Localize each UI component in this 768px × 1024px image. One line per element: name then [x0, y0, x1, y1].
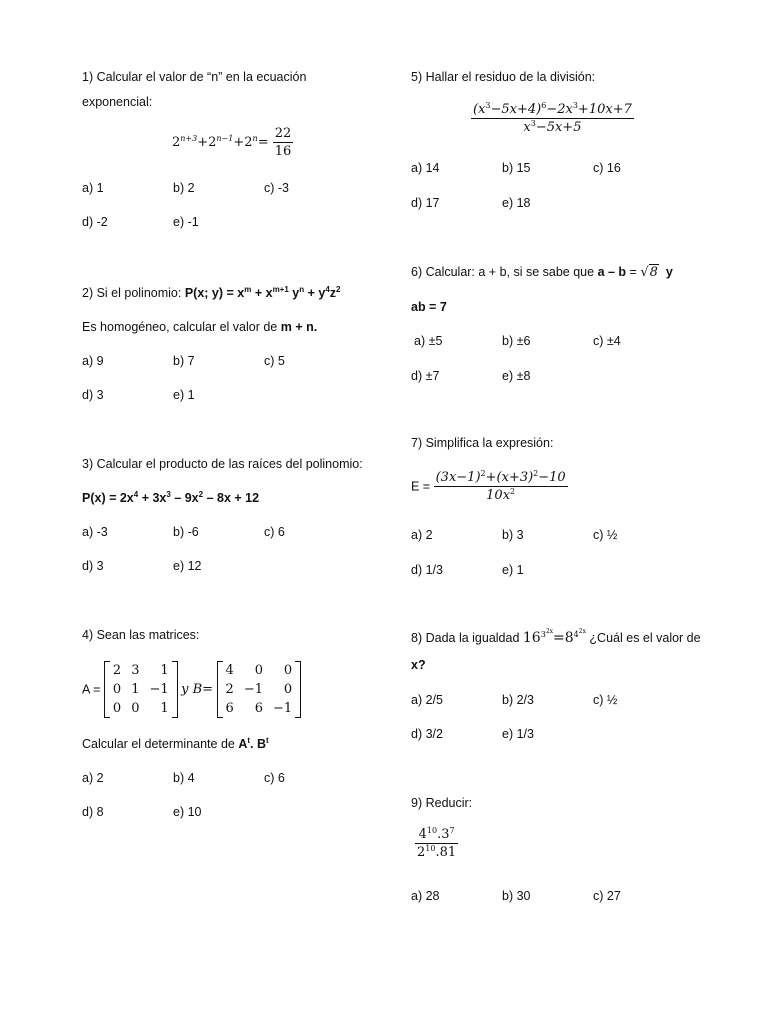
matrix-a-cell: 1 — [160, 701, 169, 716]
matrix-a-cell: 1 — [131, 682, 140, 697]
question-5-fraction: $\frac{(x^3-5x+4)^6-2x^3+10x+7}{x^3-5x+5}$ — [473, 101, 632, 135]
question-2-option-d: d) 3 — [82, 388, 104, 402]
question-1-title-cont: exponencial: — [82, 95, 153, 109]
question-9-option-b: b) 30 — [502, 889, 531, 903]
question-4-option-b: b) 4 — [173, 771, 195, 785]
question-4-option-e: e) 10 — [173, 805, 202, 819]
question-4-matrices: A = 2 3 1 0 1 −1 0 0 1 y B= 4 0 0 2 −1 0 6 6 −1 — [82, 661, 301, 718]
question-4-option-a: a) 2 — [82, 771, 104, 785]
question-9-title: 9) Reducir: — [411, 796, 473, 810]
question-6-option-c: c) ±4 — [593, 334, 621, 348]
question-8-title: 8) Dada la igualdad $16^{3^{2x}}=8^{4^{2x}}$ ¿Cuál es el valor de — [411, 628, 701, 646]
matrix-a-cell: 1 — [160, 663, 169, 678]
question-6-option-e: e) ±8 — [502, 369, 531, 383]
question-1-option-e: e) -1 — [173, 215, 199, 229]
question-9-fraction: $\frac{4^{10}.3^7}{2^{10}.81}$ — [417, 826, 457, 860]
sqrt-expression: √8 — [640, 265, 658, 280]
question-3-option-e: e) 12 — [173, 559, 202, 573]
question-7-option-e: e) 1 — [502, 563, 524, 577]
question-6-option-a: a) ±5 — [414, 334, 443, 348]
question-6-option-b: b) ±6 — [502, 334, 531, 348]
question-8-option-c: c) ½ — [593, 693, 618, 707]
matrix-b-cell: 0 — [283, 663, 293, 678]
question-5-option-c: c) 16 — [593, 161, 621, 175]
matrix-b-cell: 2 — [225, 682, 234, 697]
question-6-option-d: d) ±7 — [411, 369, 440, 383]
question-7-expression: E = $\frac{(3x-1)^2+(x+3)^2-10}{10x^2}$ — [411, 469, 566, 503]
question-5-title: 5) Hallar el residuo de la división: — [411, 70, 596, 84]
matrix-a-cell: 3 — [131, 663, 140, 678]
question-8-option-d: d) 3/2 — [411, 727, 443, 741]
question-1-title: 1) Calcular el valor de “n” en la ecuación — [82, 70, 307, 84]
question-7-option-d: d) 1/3 — [411, 563, 443, 577]
question-3-title: 3) Calcular el producto de las raíces del polinomio: — [82, 457, 363, 471]
question-1-option-c: c) -3 — [264, 181, 289, 195]
question-1-equation: $2^{n+3}+2^{n-1}+2^n=$ $\frac{22}{16}$ — [172, 126, 292, 159]
question-7-option-c: c) ½ — [593, 528, 618, 542]
matrix-b-cell: 0 — [254, 663, 263, 678]
question-1-option-b: b) 2 — [173, 181, 195, 195]
matrix-b — [217, 661, 302, 718]
question-1-option-a: a) 1 — [82, 181, 104, 195]
matrix-a-cell: 0 — [131, 701, 140, 716]
matrix-b-cell: 6 — [254, 701, 263, 716]
question-7-option-a: a) 2 — [411, 528, 433, 542]
question-3-option-b: b) -6 — [173, 525, 199, 539]
matrix-a-cell: 0 — [112, 701, 122, 716]
question-7-title: 7) Simplifica la expresión: — [411, 436, 554, 450]
question-8-option-b: b) 2/3 — [502, 693, 534, 707]
matrix-b-cell: 4 — [225, 663, 234, 678]
matrix-a-cell: −1 — [149, 682, 169, 697]
question-3-option-c: c) 6 — [264, 525, 285, 539]
question-2-option-c: c) 5 — [264, 354, 285, 368]
question-8-option-e: e) 1/3 — [502, 727, 534, 741]
question-2-statement: Es homogéneo, calcular el valor de m + n. — [82, 320, 318, 334]
matrix-a — [104, 661, 178, 718]
question-3-option-a: a) -3 — [82, 525, 108, 539]
question-5-option-d: d) 17 — [411, 196, 440, 210]
question-8-option-a: a) 2/5 — [411, 693, 443, 707]
question-8-equation: $16^{3^{2x}}=8^{4^{2x}}$ — [522, 628, 586, 646]
question-6-title: 6) Calcular: a + b, si se sabe que a – b = √8 y — [411, 265, 673, 280]
question-9-option-c: c) 27 — [593, 889, 621, 903]
question-4-title: 4) Sean las matrices: — [82, 628, 200, 642]
matrix-a-cell: 2 — [112, 663, 122, 678]
question-4-statement: Calcular el determinante de $A^t$. $B^t$ — [82, 736, 269, 751]
matrix-b-cell: −1 — [243, 682, 263, 697]
question-2-title: 2) Si el polinomio: P(x; $y) = x^m + x^{m+1}$ $y^n + y^4z^2$ — [82, 285, 341, 300]
matrix-b-cell: 0 — [283, 682, 293, 697]
question-2-option-a: a) 9 — [82, 354, 104, 368]
matrix-b-cell: 6 — [225, 701, 234, 716]
question-6-condition: ab = 7 — [411, 300, 447, 314]
matrix-a-cell: 0 — [112, 682, 122, 697]
question-2-option-b: b) 7 — [173, 354, 195, 368]
question-3-polynomial: $P(x) = 2x^4 + 3x^3 - 9x^2 - 8x + 12$ — [82, 490, 260, 505]
question-5-option-b: b) 15 — [502, 161, 531, 175]
matrix-b-cell: −1 — [273, 701, 293, 716]
question-8-unknown: x? — [411, 658, 426, 672]
question-4-option-c: c) 6 — [264, 771, 285, 785]
question-1-option-d: d) -2 — [82, 215, 108, 229]
question-7-option-b: b) 3 — [502, 528, 524, 542]
question-4-option-d: d) 8 — [82, 805, 104, 819]
question-9-option-a: a) 28 — [411, 889, 440, 903]
question-5-option-e: e) 18 — [502, 196, 531, 210]
question-3-option-d: d) 3 — [82, 559, 104, 573]
question-2-option-e: e) 1 — [173, 388, 195, 402]
question-5-option-a: a) 14 — [411, 161, 440, 175]
